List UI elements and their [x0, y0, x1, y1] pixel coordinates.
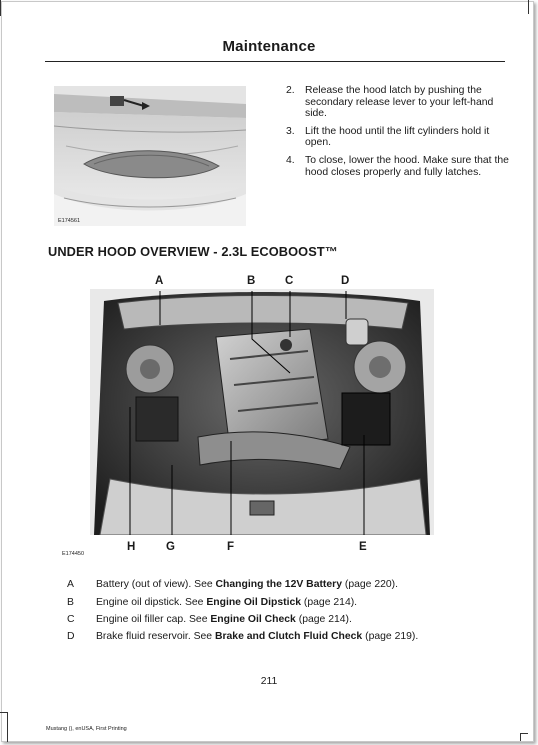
callout-f: F	[227, 541, 235, 553]
step-number: 4.	[286, 154, 295, 166]
procedure-steps	[286, 85, 511, 184]
legend-row	[67, 611, 507, 628]
callout-a: A	[155, 275, 164, 287]
cross-reference-link[interactable]: Engine Oil Dipstick	[206, 596, 302, 608]
callout-d: D	[341, 275, 350, 287]
step-text: Lift the hood until the lift cylinders hold it open.	[305, 125, 490, 149]
legend-key: B	[67, 596, 74, 608]
component-legend	[67, 576, 507, 646]
legend-row	[67, 593, 507, 610]
page-number: 211	[260, 676, 278, 687]
legend-description: Engine oil filler cap. See Engine Oil Check (page 214).	[96, 613, 352, 625]
callout-g: G	[166, 541, 175, 553]
crop-mark-bottom-right	[520, 733, 528, 741]
step-number: 2.	[286, 85, 295, 96]
callout-c: C	[285, 275, 294, 287]
page-title: Maintenance	[222, 38, 316, 55]
crop-mark-bottom-left	[0, 712, 7, 713]
legend-description: Engine oil dipstick. See Engine Oil Dipstick (page 214).	[96, 596, 358, 608]
crop-mark-top-left	[0, 0, 1, 16]
callout-h: H	[127, 541, 136, 553]
hood-latch-illustration	[54, 86, 246, 226]
step-number: 3.	[286, 125, 295, 137]
legend-row	[67, 628, 507, 645]
legend-key: A	[67, 579, 74, 591]
crop-mark-top-right	[528, 0, 529, 14]
step-item	[286, 85, 511, 120]
cross-reference-link[interactable]: Changing the 12V Battery	[215, 579, 342, 591]
crop-mark-bottom-left-v	[7, 712, 8, 742]
engine-bay-illustration	[90, 289, 434, 535]
step-item	[286, 126, 511, 149]
figure-id-top: E174561	[58, 218, 81, 224]
step-item	[286, 155, 511, 178]
figure-id-engine: E174450	[62, 551, 85, 557]
title-divider	[45, 61, 505, 62]
step-text: Release the hood latch by pushing the secondary release lever to your left-hand side.	[305, 85, 494, 120]
step-text: To close, lower the hood. Make sure that the hood closes properly and fully latches.	[305, 154, 509, 178]
legend-key: C	[67, 613, 75, 625]
print-footer: Mustang (), enUSA, First Printing	[46, 726, 127, 732]
callout-e: E	[359, 541, 367, 553]
callout-b: B	[247, 275, 256, 287]
legend-key: D	[67, 631, 75, 643]
legend-description: Brake fluid reservoir. See Brake and Clutch Fluid Check (page 219).	[96, 631, 419, 643]
section-heading: UNDER HOOD OVERVIEW - 2.3L ECOBOOST™	[48, 244, 338, 259]
cross-reference-link[interactable]: Brake and Clutch Fluid Check	[214, 631, 363, 643]
legend-description: Battery (out of view). See Changing the 12V Battery (page 220).	[96, 579, 399, 591]
legend-row	[67, 576, 507, 593]
cross-reference-link[interactable]: Engine Oil Check	[210, 613, 296, 625]
